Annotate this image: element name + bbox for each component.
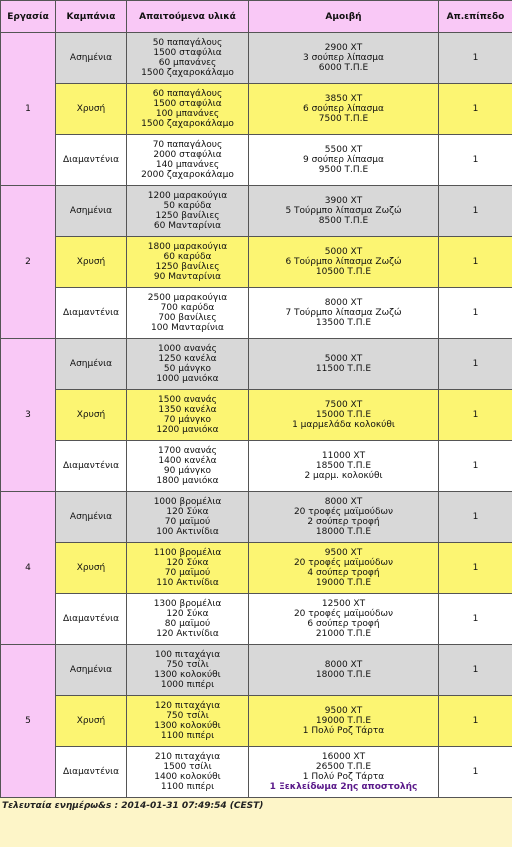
- reward-item: 18500 Τ.Π.Ε: [315, 461, 372, 471]
- reward-item: 1 Πολύ Ροζ Τάρτα: [302, 772, 385, 782]
- material-item: 1100 πιπέρι: [160, 731, 215, 741]
- required-level: 1: [439, 135, 512, 186]
- material-item: 80 μαϊμού: [164, 619, 211, 629]
- reward-item: 8000 ΧΤ: [324, 298, 363, 308]
- campaign-name: Ασημένια: [56, 33, 127, 84]
- material-item: 60 καρύδα: [163, 252, 212, 262]
- campaign-name: Χρυσή: [56, 84, 127, 135]
- required-level: 1: [439, 288, 512, 339]
- reward-item: 8000 ΧΤ: [324, 497, 363, 507]
- table-row: [1, 237, 512, 288]
- required-level: 1: [439, 441, 512, 492]
- material-item: 1300 βρομέλια: [153, 599, 222, 609]
- material-item: 110 Ακτινίδια: [156, 578, 219, 588]
- materials-cell: [127, 339, 249, 390]
- reward-item: 20 τροφές μαϊμούδων: [293, 609, 394, 619]
- reward-item: 9 σούπερ λίπασμα: [303, 155, 384, 165]
- reward-item: 7500 Τ.Π.Ε: [318, 114, 369, 124]
- material-item: 1250 βανίλιες: [155, 262, 220, 272]
- rewards-cell: [249, 186, 439, 237]
- material-item: 1300 κολοκύθι: [154, 721, 221, 731]
- materials-cell: [127, 696, 249, 747]
- campaign-name: Χρυσή: [56, 543, 127, 594]
- table-header: [1, 1, 512, 33]
- rewards-cell: [249, 441, 439, 492]
- rewards-cell: [249, 33, 439, 84]
- quest-number: 1: [1, 33, 56, 186]
- material-item: 700 βανίλιες: [158, 313, 217, 323]
- material-item: 60 μπανάνες: [158, 58, 217, 68]
- rewards-cell: [249, 645, 439, 696]
- required-level: 1: [439, 186, 512, 237]
- material-item: 1000 βρομέλια: [153, 497, 222, 507]
- reward-item: 5500 ΧΤ: [324, 145, 363, 155]
- reward-item: 9500 Τ.Π.Ε: [318, 165, 369, 175]
- material-item: 70 παπαγάλους: [152, 140, 223, 150]
- material-item: 50 καρύδα: [163, 201, 212, 211]
- table-row: [1, 696, 512, 747]
- table-row: [1, 441, 512, 492]
- material-item: 750 τσίλι: [166, 660, 209, 670]
- material-item: 100 Μανταρίνια: [151, 323, 224, 333]
- column-header: Απ.επίπεδο: [439, 1, 512, 33]
- campaign-name: Διαμαντένια: [56, 747, 127, 798]
- table-row: [1, 288, 512, 339]
- materials-cell: [127, 390, 249, 441]
- reward-item: 5000 ΧΤ: [324, 247, 363, 257]
- campaign-name: Διαμαντένια: [56, 135, 127, 186]
- campaign-name: Διαμαντένια: [56, 594, 127, 645]
- material-item: 2500 μαρακούγια: [147, 293, 228, 303]
- material-item: 1500 τσίλι: [163, 762, 212, 772]
- campaign-name: Χρυσή: [56, 390, 127, 441]
- material-item: 100 πιταχάγια: [154, 650, 221, 660]
- rewards-cell: [249, 492, 439, 543]
- reward-item: 3 σούπερ λίπασμα: [303, 53, 384, 63]
- material-item: 1400 κολοκύθι: [154, 772, 221, 782]
- campaign-name: Ασημένια: [56, 645, 127, 696]
- material-item: 90 Μανταρίνια: [153, 272, 222, 282]
- materials-cell: [127, 237, 249, 288]
- rewards-cell: [249, 594, 439, 645]
- reward-unlock-item: 1 Ξεκλείδωμα 2ης αποστολής: [269, 782, 418, 792]
- material-item: 1500 ανανάς: [158, 395, 217, 405]
- material-item: 1100 πιπέρι: [160, 782, 215, 792]
- material-item: 1000 πιπέρι: [160, 680, 215, 690]
- material-item: 70 μαϊμού: [164, 517, 211, 527]
- material-item: 1000 ανανάς: [158, 344, 217, 354]
- material-item: 1250 βανίλιες: [155, 211, 220, 221]
- table-row: [1, 135, 512, 186]
- reward-item: 12500 ΧΤ: [321, 599, 366, 609]
- reward-item: 19000 Τ.Π.Ε: [315, 578, 372, 588]
- table-row: [1, 186, 512, 237]
- rewards-cell: [249, 237, 439, 288]
- reward-item: 20 τροφές μαϊμούδων: [293, 558, 394, 568]
- materials-cell: [127, 492, 249, 543]
- reward-item: 8000 ΧΤ: [324, 660, 363, 670]
- table-row: [1, 84, 512, 135]
- campaign-name: Χρυσή: [56, 696, 127, 747]
- required-level: 1: [439, 492, 512, 543]
- reward-item: 6 Τούρμπο λίπασμα Ζωζώ: [285, 257, 402, 267]
- reward-item: 8500 Τ.Π.Ε: [318, 216, 369, 226]
- material-item: 70 μαϊμού: [164, 568, 211, 578]
- materials-cell: [127, 543, 249, 594]
- reward-item: 18000 Τ.Π.Ε: [315, 670, 372, 680]
- material-item: 140 μπανάνες: [155, 160, 220, 170]
- material-item: 90 μάνγκο: [163, 466, 212, 476]
- table-row: [1, 543, 512, 594]
- quest-number: 2: [1, 186, 56, 339]
- reward-item: 7500 ΧΤ: [324, 400, 363, 410]
- quest-number: 5: [1, 645, 56, 798]
- reward-item: 9500 ΧΤ: [324, 706, 363, 716]
- material-item: 100 μπανάνες: [155, 109, 220, 119]
- required-level: 1: [439, 33, 512, 84]
- quest-number: 4: [1, 492, 56, 645]
- reward-item: 1 μαρμελάδα κολοκύθι: [292, 420, 395, 430]
- material-item: 50 παπαγάλους: [152, 38, 223, 48]
- column-header: Αμοιβή: [249, 1, 439, 33]
- reward-item: 2900 ΧΤ: [324, 43, 363, 53]
- rewards-cell: [249, 390, 439, 441]
- rewards-cell: [249, 135, 439, 186]
- reward-item: 7 Τούρμπο λίπασμα Ζωζώ: [285, 308, 402, 318]
- reward-item: 6 σούπερ τροφή: [307, 619, 380, 629]
- material-item: 50 μάνγκο: [163, 364, 212, 374]
- reward-item: 21000 Τ.Π.Ε: [315, 629, 372, 639]
- material-item: 1400 κανέλα: [158, 456, 217, 466]
- rewards-cell: [249, 747, 439, 798]
- reward-item: 9500 ΧΤ: [324, 548, 363, 558]
- column-header: Απαιτούμενα υλικά: [127, 1, 249, 33]
- last-updated-footer: Τελευταία ενημέρω&s : 2014-01-31 07:49:54 (CEST): [2, 801, 264, 811]
- material-item: 700 καρύδα: [160, 303, 215, 313]
- table-body: [1, 33, 512, 798]
- materials-cell: [127, 645, 249, 696]
- quest-number: 3: [1, 339, 56, 492]
- table-row: [1, 645, 512, 696]
- material-item: 1700 ανανάς: [158, 446, 217, 456]
- reward-item: 19000 Τ.Π.Ε: [315, 716, 372, 726]
- required-level: 1: [439, 339, 512, 390]
- materials-cell: [127, 135, 249, 186]
- materials-cell: [127, 186, 249, 237]
- table-row: [1, 390, 512, 441]
- campaign-name: Ασημένια: [56, 186, 127, 237]
- material-item: 120 Σύκα: [166, 609, 209, 619]
- material-item: 1500 ζαχαροκάλαμο: [141, 68, 234, 78]
- material-item: 100 Ακτινίδια: [156, 527, 219, 537]
- reward-item: 11000 ΧΤ: [321, 451, 366, 461]
- reward-item: 13500 Τ.Π.Ε: [315, 318, 372, 328]
- materials-cell: [127, 288, 249, 339]
- required-level: 1: [439, 543, 512, 594]
- campaign-name: Διαμαντένια: [56, 288, 127, 339]
- material-item: 2000 ζαχαροκάλαμο: [141, 170, 234, 180]
- reward-item: 18000 Τ.Π.Ε: [315, 527, 372, 537]
- column-header: Καμπάνια: [56, 1, 127, 33]
- reward-item: 1 Πολύ Ροζ Τάρτα: [302, 726, 385, 736]
- campaign-name: Διαμαντένια: [56, 441, 127, 492]
- material-item: 1500 ζαχαροκάλαμο: [141, 119, 234, 129]
- reward-item: 5 Τούρμπο λίπασμα Ζωζώ: [285, 206, 402, 216]
- reward-item: 4 σούπερ τροφή: [307, 568, 380, 578]
- header-row: [1, 1, 512, 33]
- materials-cell: [127, 747, 249, 798]
- materials-cell: [127, 441, 249, 492]
- material-item: 120 Ακτινίδια: [156, 629, 219, 639]
- material-item: 60 παπαγάλους: [152, 89, 223, 99]
- reward-item: 16000 ΧΤ: [321, 752, 366, 762]
- reward-item: 15000 Τ.Π.Ε: [315, 410, 372, 420]
- table-row: [1, 594, 512, 645]
- reward-item: 2 μαρμ. κολοκύθι: [304, 471, 383, 481]
- rewards-cell: [249, 696, 439, 747]
- rewards-cell: [249, 543, 439, 594]
- material-item: 60 Μανταρίνια: [153, 221, 222, 231]
- reward-item: 11500 Τ.Π.Ε: [315, 364, 372, 374]
- required-level: 1: [439, 84, 512, 135]
- reward-item: 2 σούπερ τροφή: [307, 517, 380, 527]
- reward-item: 10500 Τ.Π.Ε: [315, 267, 372, 277]
- rewards-cell: [249, 339, 439, 390]
- campaign-name: Ασημένια: [56, 339, 127, 390]
- reward-item: 6 σούπερ λίπασμα: [303, 104, 384, 114]
- column-header: Εργασία: [1, 1, 56, 33]
- reward-item: 26500 Τ.Π.Ε: [315, 762, 372, 772]
- required-level: 1: [439, 696, 512, 747]
- table-row: [1, 33, 512, 84]
- campaign-name: Ασημένια: [56, 492, 127, 543]
- reward-item: 5000 ΧΤ: [324, 354, 363, 364]
- reward-item: 20 τροφές μαϊμούδων: [293, 507, 394, 517]
- material-item: 2000 σταφύλια: [153, 150, 222, 160]
- material-item: 210 πιταχάγια: [154, 752, 221, 762]
- table-row: [1, 492, 512, 543]
- required-level: 1: [439, 594, 512, 645]
- required-level: 1: [439, 645, 512, 696]
- material-item: 120 Σύκα: [166, 558, 209, 568]
- materials-cell: [127, 594, 249, 645]
- material-item: 750 τσίλι: [166, 711, 209, 721]
- reward-item: 3900 ΧΤ: [324, 196, 363, 206]
- material-item: 1200 μανιόκα: [156, 425, 219, 435]
- material-item: 120 πιταχάγια: [154, 701, 221, 711]
- material-item: 1250 κανέλα: [158, 354, 217, 364]
- material-item: 1500 σταφύλια: [153, 48, 222, 58]
- table-row: [1, 339, 512, 390]
- rewards-cell: [249, 288, 439, 339]
- reward-item: 3850 ΧΤ: [324, 94, 363, 104]
- material-item: 70 μάνγκο: [163, 415, 212, 425]
- material-item: 1800 μαρακούγια: [147, 242, 228, 252]
- table-row: [1, 747, 512, 798]
- material-item: 1800 μανιόκα: [156, 476, 219, 486]
- required-level: 1: [439, 747, 512, 798]
- material-item: 1500 σταφύλια: [153, 99, 222, 109]
- required-level: 1: [439, 390, 512, 441]
- material-item: 1300 κολοκύθι: [154, 670, 221, 680]
- material-item: 1000 μανιόκα: [156, 374, 219, 384]
- material-item: 1350 κανέλα: [158, 405, 217, 415]
- material-item: 1200 μαρακούγια: [147, 191, 228, 201]
- material-item: 1100 βρομέλια: [153, 548, 222, 558]
- material-item: 120 Σύκα: [166, 507, 209, 517]
- campaign-name: Χρυσή: [56, 237, 127, 288]
- materials-cell: [127, 33, 249, 84]
- reward-item: 6000 Τ.Π.Ε: [318, 63, 369, 73]
- materials-cell: [127, 84, 249, 135]
- rewards-cell: [249, 84, 439, 135]
- required-level: 1: [439, 237, 512, 288]
